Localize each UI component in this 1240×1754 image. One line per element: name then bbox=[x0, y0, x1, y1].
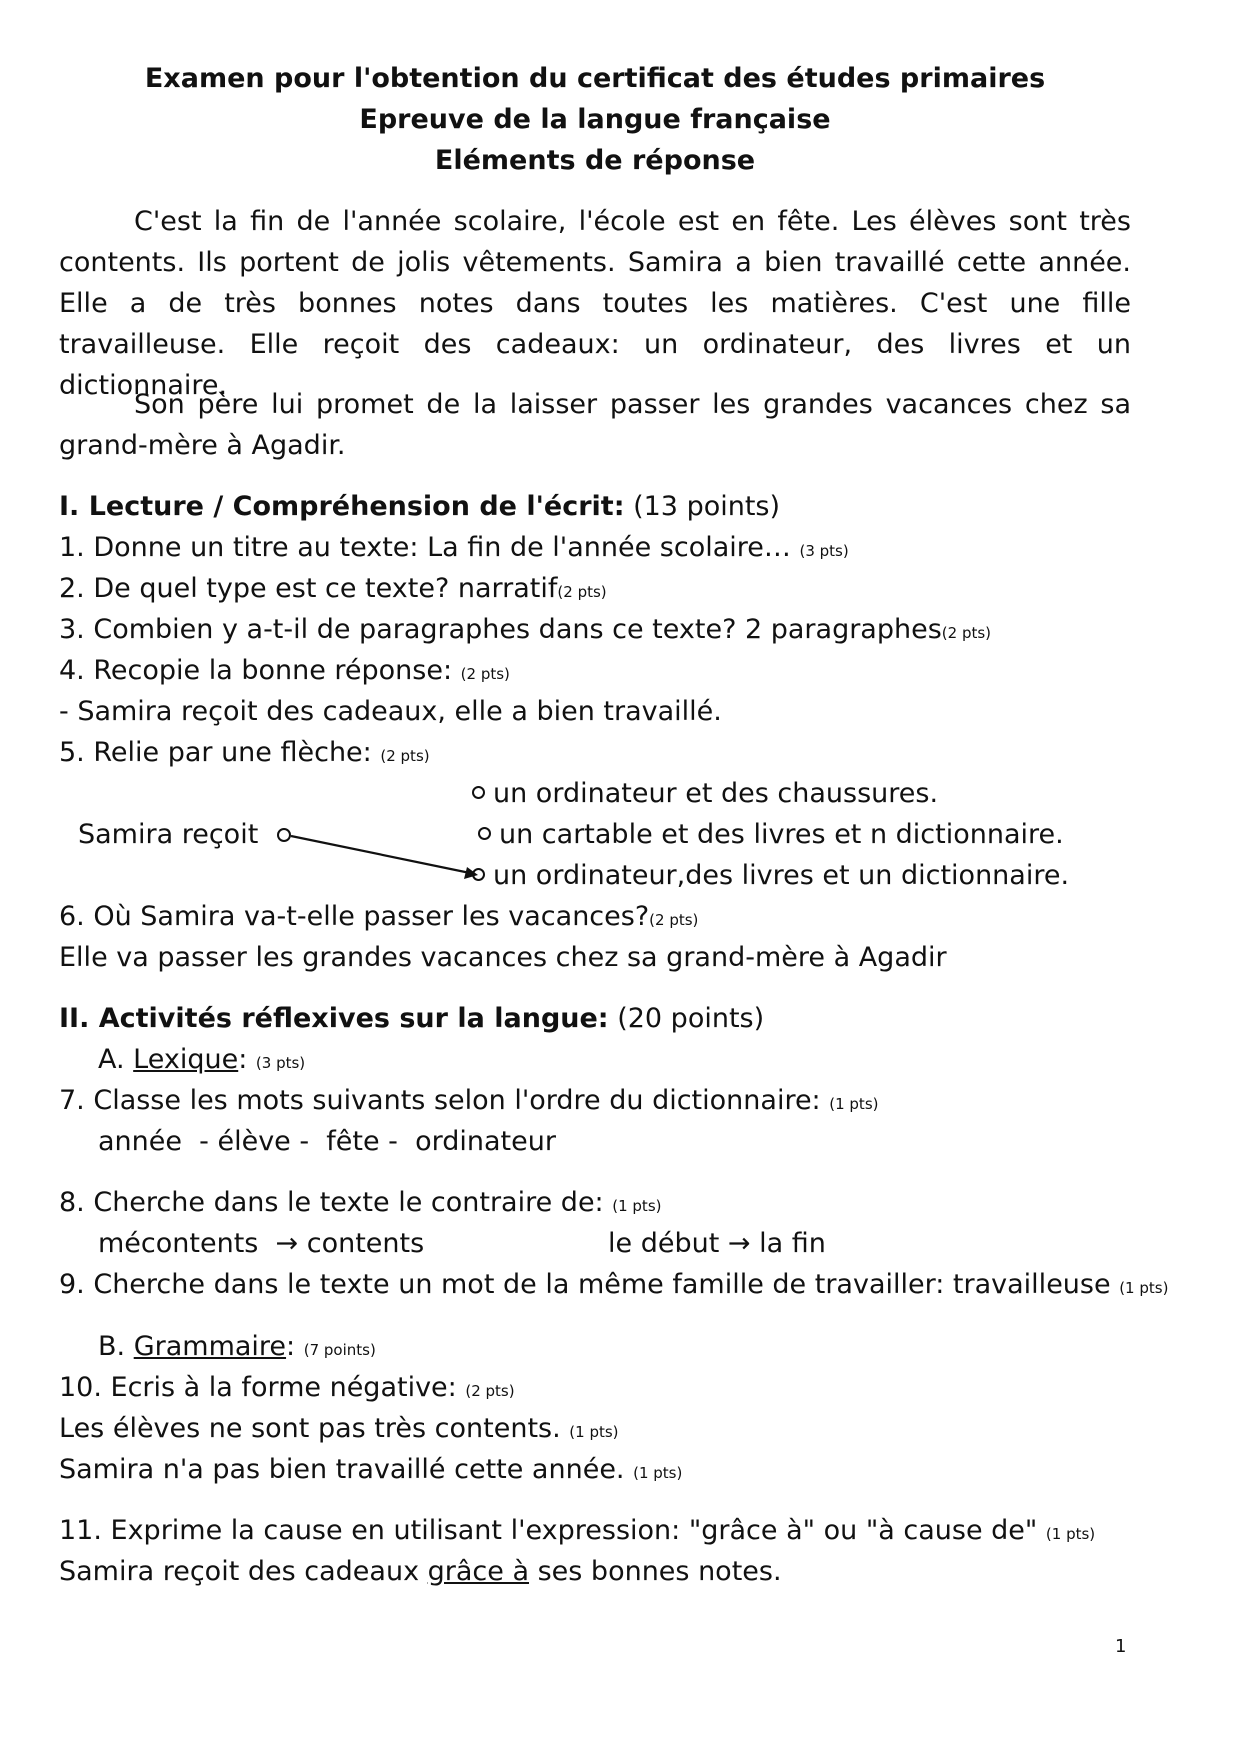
subsection-b-points: (7 points) bbox=[303, 1341, 376, 1359]
page-number: 1 bbox=[1115, 1636, 1127, 1657]
question-8-points: (1 pts) bbox=[612, 1197, 662, 1215]
question-11-points: (1 pts) bbox=[1045, 1525, 1096, 1543]
question-11-answer-underlined: grâce à bbox=[427, 1556, 530, 1587]
question-5-text: 5. Relie par une flèche: bbox=[59, 737, 372, 768]
question-6-points: (2 pts) bbox=[649, 911, 699, 929]
question-8-text: 8. Cherche dans le texte le contraire de: bbox=[59, 1187, 604, 1218]
question-10-answer-2 bbox=[59, 1449, 682, 1494]
question-4-answer: - Samira reçoit des cadeaux, elle a bien travaillé. bbox=[59, 696, 722, 727]
question-5-points: (2 pts) bbox=[380, 747, 430, 765]
document-header bbox=[0, 58, 1190, 181]
question-2-points: (2 pts) bbox=[557, 583, 607, 601]
question-1-text: 1. Donne un titre au texte: La fin de l'année scolaire… bbox=[59, 532, 791, 563]
question-10-answer-1-text: Les élèves ne sont pas très contents. bbox=[59, 1413, 561, 1444]
question-6-answer: Elle va passer les grandes vacances chez sa grand-mère à Agadir bbox=[59, 942, 947, 973]
question-1 bbox=[59, 527, 849, 572]
match-left-label: Samira reçoit bbox=[78, 819, 259, 850]
subsection-a-label: Lexique bbox=[133, 1044, 239, 1075]
question-7 bbox=[59, 1080, 878, 1125]
question-3-points: (2 pts) bbox=[941, 624, 992, 642]
subsection-b-prefix: B. bbox=[98, 1331, 126, 1362]
question-11 bbox=[59, 1510, 1095, 1555]
title-exam: Examen pour l'obtention du certificat des études primaires bbox=[144, 63, 1046, 94]
section-1-points: (13 points) bbox=[633, 491, 781, 522]
question-10-text: 10. Ecris à la forme négative: bbox=[59, 1372, 457, 1403]
question-4-points: (2 pts) bbox=[460, 665, 510, 683]
section-2-title: II. Activités réflexives sur la langue: bbox=[59, 1003, 609, 1034]
section-1-title: I. Lecture / Compréhension de l'écrit: bbox=[59, 491, 625, 522]
subsection-a: A. Lexique: (3 pts) bbox=[98, 1044, 306, 1075]
question-11-answer bbox=[59, 1551, 782, 1592]
text-paragraph-2: Son père lui promet de la laisser passer les grandes vacances chez sa grand-mère à Agadir. bbox=[59, 389, 1131, 461]
section-1-heading bbox=[59, 486, 780, 527]
subsection-b-label: Grammaire bbox=[133, 1331, 287, 1362]
question-10-answer-1 bbox=[59, 1408, 619, 1453]
question-11-answer-end: ses bonnes notes. bbox=[529, 1556, 782, 1587]
question-10-answer-2-text: Samira n'a pas bien travaillé cette année. bbox=[59, 1454, 625, 1485]
question-4-text: 4. Recopie la bonne réponse: bbox=[59, 655, 453, 686]
match-option-3-text: un ordinateur,des livres et un dictionnaire. bbox=[493, 860, 1070, 891]
question-6 bbox=[59, 896, 698, 941]
question-10-answer-2-points: (1 pts) bbox=[633, 1464, 683, 1482]
question-2 bbox=[59, 568, 607, 613]
question-8-answer-1: mécontents → contents bbox=[98, 1228, 425, 1259]
question-10-points: (2 pts) bbox=[465, 1382, 515, 1400]
match-option-1 bbox=[472, 773, 938, 814]
question-10 bbox=[59, 1367, 515, 1412]
match-option-2 bbox=[478, 814, 1064, 855]
match-option-1-text: un ordinateur et des chaussures. bbox=[493, 778, 939, 809]
question-4 bbox=[59, 650, 510, 695]
question-5 bbox=[59, 732, 430, 777]
circle-bullet-icon bbox=[472, 868, 485, 881]
question-3 bbox=[59, 609, 991, 654]
question-9 bbox=[59, 1264, 1168, 1309]
arrow-line bbox=[291, 836, 470, 873]
subsection-b: B. Grammaire: (7 points) bbox=[98, 1331, 376, 1362]
question-8 bbox=[59, 1182, 661, 1227]
question-10-answer-1-points: (1 pts) bbox=[569, 1423, 619, 1441]
question-1-points: (3 pts) bbox=[799, 542, 849, 560]
question-11-answer-start: Samira reçoit des cadeaux bbox=[59, 1556, 428, 1587]
match-option-3 bbox=[472, 855, 1069, 896]
circle-bullet-icon bbox=[478, 827, 491, 840]
title-answers: Eléments de réponse bbox=[434, 145, 756, 176]
title-subject: Epreuve de la langue française bbox=[359, 104, 831, 135]
section-2-points: (20 points) bbox=[617, 1003, 765, 1034]
question-6-text: 6. Où Samira va-t-elle passer les vacances? bbox=[59, 901, 650, 932]
match-left-circle-icon bbox=[278, 829, 290, 841]
question-7-points: (1 pts) bbox=[829, 1095, 879, 1113]
question-7-text: 7. Classe les mots suivants selon l'ordre du dictionnaire: bbox=[59, 1085, 821, 1116]
question-11-text: 11. Exprime la cause en utilisant l'expression: "grâce à" ou "à cause de" bbox=[59, 1515, 1038, 1546]
question-9-points: (1 pts) bbox=[1119, 1279, 1169, 1297]
text-paragraph-1: C'est la fin de l'année scolaire, l'école est en fête. Les élèves sont très contents. Ils portent de jolis vêtements. Samira a bien travaillé cette année. Elle a de très bonnes notes dans toutes les matières. C'est une fille travailleuse. Elle reçoit des cadeaux: un ordinateur, des livres et un dictionnaire. bbox=[59, 206, 1131, 401]
question-7-answer: année - élève - fête - ordinateur bbox=[98, 1126, 556, 1157]
section-2-heading bbox=[59, 998, 764, 1039]
circle-bullet-icon bbox=[472, 786, 485, 799]
question-2-text: 2. De quel type est ce texte? narratif bbox=[59, 573, 558, 604]
subsection-a-prefix: A. bbox=[98, 1044, 125, 1075]
question-9-text: 9. Cherche dans le texte un mot de la même famille de travailler: travailleuse bbox=[59, 1269, 1111, 1300]
match-option-2-text: un cartable et des livres et n dictionnaire. bbox=[499, 819, 1064, 850]
question-8-answer-2: le début → la fin bbox=[608, 1228, 826, 1259]
subsection-a-points: (3 pts) bbox=[255, 1054, 306, 1072]
question-3-text: 3. Combien y a-t-il de paragraphes dans ce texte? 2 paragraphes bbox=[59, 614, 942, 645]
